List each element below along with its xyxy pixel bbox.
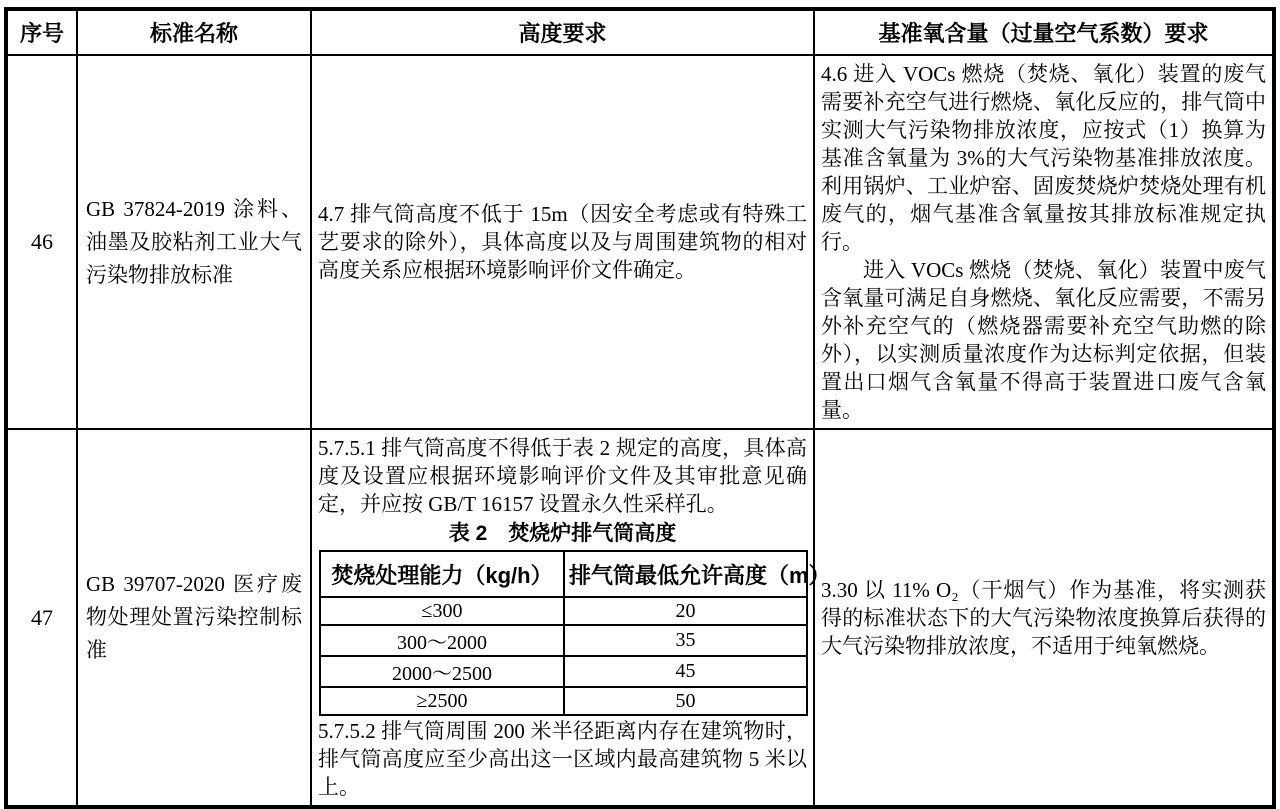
serial-no-cell: 47: [6, 429, 77, 807]
standard-name-text: GB 39707-2020 医疗废物处理处置污染控制标准: [86, 572, 302, 662]
oxygen-requirement-paragraph-1: 4.6 进入 VOCs 燃烧（焚烧、氧化）装置的废气需要补充空气进行燃烧、氧化反应的，排气筒中实测大气污染物排放浓度，应按式（1）换算为基准含氧量为 3%的大气污染物基准排放浓度。利用锅炉、工业炉窑、固废焚烧炉焚烧处理有机废气的，烟气基准含氧量按其排放标准规定执行。: [821, 62, 1266, 254]
oxygen-requirement-paragraph-2: 进入 VOCs 燃烧（焚烧、氧化）装置中废气含氧量可满足自身燃烧、氧化反应需要，不需另外补充空气的（燃烧器需要补充空气助燃的除外），以实测质量浓度作为达标判定依据，但装置出口烟气含氧量不得高于装置进口废气含氧量。: [821, 258, 1266, 422]
height-requirement-cell: [311, 55, 814, 429]
standards-table: [4, 7, 1276, 809]
min-height-value: 50: [564, 687, 807, 715]
min-height-value: 20: [564, 597, 807, 625]
col-header-standard-name: 标准名称: [77, 9, 311, 55]
col-header-serial-no: 序号: [6, 9, 77, 55]
height-requirement-text: 4.7 排气筒高度不低于 15m（因安全考虑或有特殊工艺要求的除外），具体高度以及与周围建筑物的相对高度关系应根据环境影响评价文件确定。: [318, 202, 807, 282]
inner-table-row: [320, 625, 807, 656]
inner-table-row: [320, 597, 807, 625]
inner-table-row: [320, 656, 807, 687]
standard-name-cell: [77, 55, 311, 429]
inner-table-row: [320, 687, 807, 715]
oxygen-requirement-text: 3.30 以 11% O₂（干烟气）作为基准，将实测获得的标准状态下的大气污染物浓度换算后获得的大气污染物排放浓度，不适用于纯氧燃烧。: [821, 577, 1266, 658]
table-row-46: [6, 55, 1274, 429]
table-header-row: [6, 9, 1274, 55]
col-header-oxygen-requirement: 基准氧含量（过量空气系数）要求: [814, 9, 1274, 55]
inner-col-header-min-height: 排气筒最低允许高度（m）: [564, 551, 807, 597]
standard-name-cell: [77, 429, 311, 807]
capacity-value: 2000～2500: [320, 656, 564, 687]
table-row-47: [6, 429, 1274, 807]
serial-no-cell: 46: [6, 55, 77, 429]
inner-col-header-capacity: 焚烧处理能力（kg/h）: [320, 551, 564, 597]
min-height-value: 35: [564, 625, 807, 656]
col-header-height-requirement: 高度要求: [311, 9, 814, 55]
height-requirement-paragraph-2: 5.7.5.2 排气筒周围 200 米半径距离内存在建筑物时，排气筒高度应至少高出这一区域内最高建筑物 5 米以上。: [318, 719, 807, 799]
height-requirement-paragraph-1: 5.7.5.1 排气筒高度不得低于表 2 规定的高度，具体高度及设置应根据环境影响评价文件及其审批意见确定，并应按 GB/T 16157 设置永久性采样孔。: [318, 436, 807, 516]
standard-name-text: GB 37824-2019 涂料、油墨及胶粘剂工业大气污染物排放标准: [86, 196, 302, 287]
min-height-value: 45: [564, 656, 807, 687]
capacity-value: ≥2500: [320, 687, 564, 715]
inner-table-header-row: [320, 551, 807, 597]
capacity-value: ≤300: [320, 597, 564, 625]
inner-table-caption: 表 2 焚烧炉排气筒高度: [448, 522, 677, 545]
oxygen-requirement-cell: [814, 429, 1274, 807]
height-requirement-cell: [311, 429, 831, 807]
oxygen-requirement-cell: [814, 55, 1274, 429]
stack-height-table: [319, 550, 831, 716]
capacity-value: 300～2000: [320, 625, 564, 656]
